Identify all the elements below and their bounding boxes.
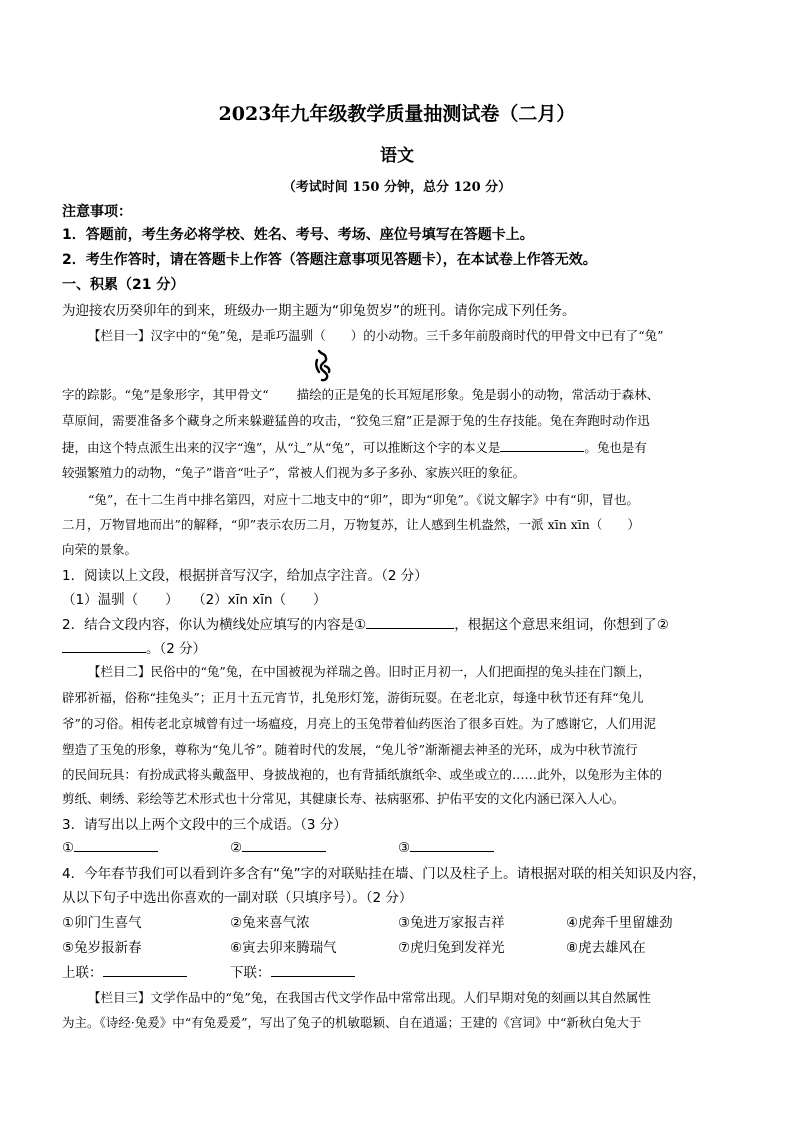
subject-title: 语文	[380, 146, 414, 166]
upper-couplet-answer	[62, 961, 187, 981]
couplet-option: ⑧虎去雄风在	[566, 940, 646, 956]
notice-item-1: 1．答题前，考生务必将学校、姓名、考号、考场、座位号填写在答题卡上。	[62, 227, 534, 243]
answer-blank[interactable]	[271, 962, 355, 977]
exam-title: 2023年九年级教学质量抽测试卷（二月）	[218, 103, 576, 125]
passage1-line	[62, 385, 659, 403]
idiom-answer-2	[230, 837, 326, 856]
passage1-line: 向荣的景象。	[62, 542, 138, 557]
question-4-cont: 从以下句子中选出你喜欢的一副对联（只填序号）。（2 分）	[62, 890, 413, 906]
question-2-cont	[62, 637, 206, 657]
upper-couplet-label: 上联：	[62, 965, 103, 981]
notice-heading: 注意事项：	[62, 204, 132, 220]
couplet-option: ⑥寅去卯来腾瑞气	[230, 940, 337, 956]
passage1-text: 字的踪影。“兔”是象形字，其甲骨文“	[62, 387, 269, 402]
passage2-line: 塑造了玉兔的形象，尊称为“兔儿爷”。随着时代的发展，“兔儿爷”渐渐褪去神圣的光环，成为中秋节流行	[62, 742, 638, 757]
answer-blank[interactable]	[500, 437, 584, 452]
answer-blank[interactable]	[74, 837, 158, 852]
answer-blank[interactable]	[410, 837, 494, 852]
answer-blank[interactable]	[103, 962, 187, 977]
exam-info: （考试时间 150 分钟，总分 120 分）	[282, 180, 512, 195]
passage1-line: “兔”，在十二生肖中排名第四，对应十二地支中的“卯”，即为“卯兔”。《说文解字》中有“卯，冒也。	[88, 492, 639, 507]
lower-couplet-answer	[230, 961, 355, 981]
question-2	[62, 613, 669, 633]
couplet-option: ⑤兔岁报新春	[62, 940, 142, 956]
question-2-text: ，根据这个意思来组词，你想到了②	[454, 617, 669, 633]
question-2-text: 。（2 分）	[146, 641, 207, 657]
passage1-line: 【栏目一】汉字中的“兔”兔，是乖巧温驯（ ）的小动物。三千多年前殷商时代的甲骨文中已有了“兔”	[88, 328, 664, 343]
idiom-marker: ②	[230, 840, 243, 856]
oracle-bone-rabbit-glyph	[313, 349, 333, 383]
question-2-text: 2．结合文段内容，你认为横线处应填写的内容是①	[62, 617, 367, 633]
question-3: 3．请写出以上两个文段中的三个成语。（3 分）	[62, 817, 347, 833]
section-heading: 一、积累（21 分）	[62, 277, 185, 293]
question-1: 1．阅读以上文段，根据拼音写汉字，给加点字注音。（2 分）	[62, 568, 428, 584]
answer-blank[interactable]	[242, 837, 326, 852]
section-intro: 为迎接农历癸卯年的到来，班级办一期主题为“卯兔贺岁”的班刊。请你完成下列任务。	[62, 303, 576, 319]
passage2-line: 【栏目二】民俗中的“兔”兔，在中国被视为祥瑞之兽。旧时正月初一，人们把面捏的兔头挂在门额上，	[88, 664, 651, 679]
idiom-answer-3	[398, 837, 494, 856]
passage1-line	[62, 437, 647, 456]
idiom-answer-1	[62, 837, 158, 856]
idiom-marker: ③	[398, 840, 411, 856]
passage3-line: 【栏目三】文学作品中的“兔”兔，在我国古代文学作品中常常出现。人们早期对兔的刻画以其自然属性	[88, 990, 651, 1005]
passage2-line: 爷”的习俗。相传老北京城曾有过一场瘟疫，月亮上的玉兔带着仙药医治了很多百姓。为了感谢它，人们用泥	[62, 716, 656, 731]
passage3-line: 为主。《诗经·兔爰》中“有兔爰爰”，写出了兔子的机敏聪颖、自在逍遥；王建的《宫词》中“新秋白兔大于	[62, 1015, 642, 1030]
passage1-text: 描绘的正是兔的长耳短尾形象。兔是弱小的动物，常活动于森林、	[296, 387, 660, 402]
question-4: 4．今年春节我们可以看到许多含有“兔”字的对联贴挂在墙、门以及柱子上。请根据对联的相关知识及内容，	[62, 866, 706, 882]
passage1-line: 较强繁殖力的动物，“兔子”谐音“吐子”，常被人们视为多子多孙、家族兴旺的象征。	[62, 465, 526, 480]
passage2-line: 辟邪祈福，俗称“挂兔头”；正月十五元宵节，扎兔形灯笼，游街玩耍。在老北京，每逢中秋节还有拜“兔儿	[62, 690, 644, 705]
couplet-option: ⑦虎归兔到发祥光	[398, 940, 505, 956]
couplet-option: ①卯门生喜气	[62, 915, 142, 931]
passage1-line: 二月，万物冒地而出”的解释，“卯”表示农历二月，万物复苏，让人感到生机盎然，一派 xīn xīn（ ）	[62, 517, 640, 532]
couplet-option: ②兔来喜气浓	[230, 915, 310, 931]
notice-item-2: 2．考生作答时，请在答题卡上作答（答题注意事项见答题卡），在本试卷上作答无效。	[62, 252, 597, 268]
couplet-option: ④虎奔千里留雄劲	[566, 915, 673, 931]
lower-couplet-label: 下联：	[230, 965, 271, 981]
idiom-marker: ①	[62, 840, 75, 856]
passage1-text: 。兔也是有	[584, 440, 647, 455]
question-1-sub: （1）温驯（ ） （2）xīn xīn（ ）	[62, 592, 327, 608]
passage2-line: 的民间玩具：有扮成武将头戴盔甲、身披战袍的，也有背插纸旗纸伞、或坐或立的……此外，以兔形为主体的	[62, 767, 663, 782]
couplet-option: ③兔进万家报吉祥	[398, 915, 505, 931]
answer-blank[interactable]	[366, 614, 454, 629]
passage2-line: 剪纸、刺绣、彩绘等艺术形式也十分常见，其健康长寿、祛病驱邪、护佑平安的文化内涵已深入人心。	[62, 791, 625, 806]
passage1-text: 捷，由这个特点派生出来的汉字“逸”，从“辶”从“兔”，可以推断这个字的本义是	[62, 440, 501, 455]
answer-blank[interactable]	[62, 638, 146, 653]
passage1-line: 草原间，需要准备多个藏身之所来躲避猛兽的攻击，“狡兔三窟”正是源于兔的生存技能。兔在奔跑时动作迅	[62, 413, 650, 428]
